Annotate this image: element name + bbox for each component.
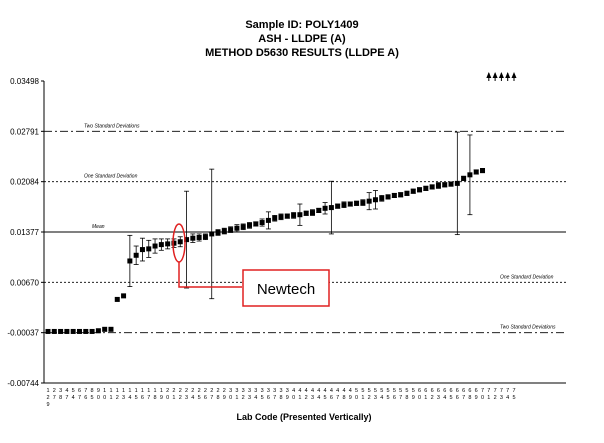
lab-code-label: 6 [84,395,88,401]
lab-code-label: 6 [424,388,428,394]
data-point [102,327,107,332]
lab-code-label: 9 [222,395,226,401]
lab-code-label: 6 [329,395,333,401]
lab-code-label: 8 [279,395,283,401]
lab-code-label: 6 [462,388,466,394]
lab-code-label: 7 [499,388,503,394]
lab-code-label: 4 [304,388,308,394]
lab-code-label: 4 [128,395,132,401]
lab-code-label: 4 [65,388,69,394]
data-point [190,236,195,241]
data-point [474,169,479,174]
lab-code-label: 2 [52,388,56,394]
lab-code-label: 5 [399,388,403,394]
lab-code-label: 5 [71,388,75,394]
data-point [241,224,246,229]
offscale-arrow [493,72,498,78]
lab-code-label: 3 [279,388,283,394]
data-point [411,189,416,194]
lab-code-label: 3 [235,388,239,394]
offscale-arrow [512,72,517,78]
lab-code-label: 6 [266,395,270,401]
data-point [279,214,284,219]
data-point [108,327,113,332]
lab-code-label: 1 [487,395,491,401]
data-point [386,194,391,199]
lab-code-label: 4 [506,395,510,401]
lab-code-label: 5 [411,388,415,394]
lab-code-label: 6 [443,388,447,394]
data-point [77,329,82,334]
lab-code-label: 2 [222,388,226,394]
lab-code-label: 3 [499,395,503,401]
lab-code-label: 5 [512,395,516,401]
data-point [234,226,239,231]
lab-code-label: 6 [418,388,422,394]
reference-line-label: Two Standard Deviations [500,324,556,331]
lab-code-label: 8 [153,395,157,401]
lab-code-label: 6 [474,388,478,394]
lab-code-label: 1 [298,395,302,401]
lab-code-label: 4 [310,388,315,394]
lab-code-label: 8 [90,388,94,394]
lab-code-label: 1 [103,388,107,394]
lab-code-label: 2 [178,388,182,394]
lab-code-label: 4 [443,395,447,401]
lab-code-label: 2 [304,395,308,401]
data-point [480,168,485,173]
lab-code-label: 7 [84,388,88,394]
lab-code-label: 3 [254,388,258,394]
data-point [134,253,139,258]
data-point [140,247,145,252]
lab-code-label: 5 [367,388,371,394]
data-point [404,191,409,196]
lab-code-label: 5 [197,395,201,401]
lab-code-label: 1 [424,395,428,401]
lab-code-label: 4 [348,388,352,394]
data-point [127,258,132,263]
lab-code-label: 7 [336,395,340,401]
lab-code-label: 9 [285,395,289,401]
lab-code-label: 5 [386,395,390,401]
lab-code-label: 6 [140,395,144,401]
data-point [90,329,95,334]
lab-code-label: 9 [96,388,100,394]
lab-code-label: 5 [323,395,327,401]
lab-code-label: 7 [77,395,82,401]
data-point [467,172,472,177]
data-point [159,242,164,247]
lab-code-label: 7 [480,388,485,394]
lab-code-label: 7 [487,388,491,394]
data-point [222,229,227,234]
lab-code-label: 2 [46,395,50,401]
data-point [398,192,403,197]
lab-code-label: 0 [229,395,233,401]
lab-code-label: 6 [455,388,459,394]
reference-line-label: Two Standard Deviations [84,123,140,130]
data-point [367,199,372,204]
data-point [323,206,328,211]
lab-code-label: 8 [468,395,472,401]
data-point [71,329,76,334]
lab-code-label: 8 [59,395,63,401]
lab-code-label: 2 [178,395,182,401]
lab-code-label: 1 [134,388,138,394]
lab-code-label: 7 [462,395,466,401]
lab-code-label: 1 [172,395,176,401]
lab-code-label: 9 [46,402,50,408]
lab-code-label: 5 [449,395,453,401]
lab-code-label: 4 [317,395,321,401]
data-point [146,246,151,251]
lab-code-label: 7 [65,395,69,401]
lab-code-label: 3 [260,388,264,394]
data-point [285,214,290,219]
data-point [58,329,63,334]
lab-code-label: 5 [380,388,384,394]
lab-code-label: 3 [247,395,252,401]
lab-code-label: 7 [493,388,497,394]
chart-title-line-1: Sample ID: POLY1409 [245,19,359,31]
lab-code-label: 5 [373,388,377,394]
data-point [329,205,334,210]
lab-code-label: 4 [329,388,333,394]
lab-code-label: 5 [134,395,138,401]
offscale-arrow [499,72,504,78]
lab-code-label: 0 [103,395,107,401]
lab-code-label: 6 [468,388,472,394]
data-point [178,239,183,244]
lab-code-label: 2 [197,388,201,394]
data-point [121,293,126,298]
data-point [96,328,101,333]
data-point [197,235,202,240]
lab-code-label: 2 [203,388,207,394]
lab-code-label: 8 [216,395,220,401]
lab-code-label: 4 [71,395,75,401]
data-point [392,193,397,198]
lab-code-label: 1 [159,388,163,394]
lab-code-label: 5 [392,388,396,394]
lab-code-label: 4 [380,395,384,401]
lab-code-label: 5 [386,388,390,394]
lab-code-label: 5 [405,388,409,394]
lab-code-label: 0 [480,395,485,401]
chart-title-line-2: ASH - LLDPE (A) [258,33,346,45]
lab-code-label: 1 [128,388,132,394]
data-point [64,329,69,334]
lab-code-label: 7 [52,395,56,401]
data-point [253,221,258,226]
lab-code-label: 3 [436,395,440,401]
data-point [354,201,359,206]
data-point [335,204,340,209]
lab-code-label: 3 [229,388,233,394]
data-point [297,212,302,217]
lab-code-label: 3 [310,395,315,401]
lab-code-label: 9 [411,395,415,401]
lab-code-label: 9 [159,395,163,401]
y-axis [7,77,44,388]
data-point [449,182,454,187]
data-point [266,218,271,223]
data-point [209,231,214,236]
lab-code-label: 9 [348,395,352,401]
lab-code-label: 0 [292,395,296,401]
data-point [417,187,422,192]
lab-code-label: 1 [361,395,365,401]
lab-code-label: 6 [203,395,207,401]
lab-code-label: 2 [241,395,245,401]
data-point [260,220,265,225]
lab-code-label: 1 [140,388,144,394]
lab-code-label: 6 [436,388,440,394]
lab-code-label: 1 [109,395,113,401]
lab-code-label: 7 [210,395,214,401]
lab-code-label: 6 [449,388,453,394]
data-point [228,227,233,232]
lab-code-label: 1 [235,395,239,401]
lab-code-label: 2 [191,388,195,394]
chart-title-line-3: METHOD D5630 RESULTS (LLDPE A) [205,47,399,59]
lab-code-label: 5 [260,395,264,401]
data-point [165,241,170,246]
lab-code-label: 1 [147,388,151,394]
lab-code-label: 4 [342,388,346,394]
lab-code-label: 2 [367,395,371,401]
offscale-arrow [505,72,510,78]
lab-code-label: 4 [336,388,340,394]
data-point [360,200,365,205]
data-point [247,223,252,228]
newtech-connector-line [179,262,242,287]
data-point [291,213,296,218]
y-tick-label: 0.02084 [10,177,39,187]
data-point [455,181,460,186]
reference-line-label: One Standard Deviation [84,173,138,180]
data-point [436,183,441,188]
lab-code-label: 3 [59,388,63,394]
lab-code-label: 7 [273,395,277,401]
lab-code-label: 3 [373,395,377,401]
lab-code-label: 0 [96,395,100,401]
data-point [442,182,447,187]
lab-code-label: 3 [247,388,252,394]
data-point [373,197,378,202]
y-tick-label: 0.02791 [10,127,39,137]
lab-code-label: 2 [493,395,497,401]
lab-code-label: 4 [292,388,296,394]
lab-code-label: 7 [512,388,516,394]
data-point [461,176,466,181]
data-point [379,196,384,201]
lab-code-label: 3 [241,388,245,394]
lab-code-label: 1 [109,388,113,394]
reference-line-label: One Standard Deviation [500,274,554,281]
lab-code-label: 5 [90,395,94,401]
lab-code-label: 2 [210,388,214,394]
lab-code-label: 1 [122,388,126,394]
data-point [203,234,208,239]
lab-code-label: 6 [392,395,396,401]
x-axis [44,383,566,408]
lab-code-label: 7 [506,388,510,394]
reference-line-label: Mean [92,224,105,230]
x-axis-label: Lab Code (Presented Vertically) [236,412,372,422]
data-point [310,210,315,215]
y-tick-label: 0.00670 [10,278,39,288]
lab-code-label: 1 [46,388,50,394]
data-point [171,241,176,246]
lab-code-label: 5 [355,388,359,394]
lab-code-label: 1 [153,388,157,394]
data-point [272,216,277,221]
lab-code-label: 4 [298,388,302,394]
y-tick-label: 0.03498 [10,77,39,86]
data-point [304,211,309,216]
data-point [52,329,57,334]
lab-code-label: 2 [185,388,189,394]
lab-code-label: 0 [355,395,359,401]
lab-code-label: 5 [361,388,365,394]
lab-code-label: 2 [216,388,220,394]
lab-code-label: 4 [317,388,321,394]
lab-code-label: 6 [455,395,459,401]
lab-code-label: 4 [191,395,195,401]
data-point [341,202,346,207]
data-point [348,202,353,207]
newtech-callout [173,224,329,306]
data-point [153,244,158,249]
lab-code-label: 7 [147,395,151,401]
lab-code-label: 6 [77,388,82,394]
lab-code-label: 2 [115,395,119,401]
data-point [46,329,51,334]
data-point [423,186,428,191]
lab-code-label: 2 [172,388,176,394]
lab-code-label: 3 [266,388,270,394]
data-point [83,329,88,334]
lab-code-label: 4 [254,395,258,401]
lab-code-label: 1 [115,388,119,394]
data-point [430,184,435,189]
offscale-arrow [486,72,491,78]
lab-code-label: 3 [185,395,189,401]
lab-code-label: 6 [430,388,434,394]
data-point [115,297,120,302]
y-tick-label: 0.01377 [10,228,39,237]
lab-code-label: 8 [342,395,346,401]
lab-code-label: 7 [399,395,403,401]
y-tick-label: -0.00037 [7,328,39,338]
lab-code-label: 9 [474,395,478,401]
lab-code-label: 3 [122,395,126,401]
lab-code-label: 0 [166,395,170,401]
lab-code-label: 0 [418,395,422,401]
lab-code-label: 2 [166,388,170,394]
lab-code-label: 8 [405,395,409,401]
data-point [316,208,321,213]
data-point [216,230,221,235]
lab-code-label: 3 [285,388,289,394]
newtech-label: Newtech [256,281,316,298]
lab-code-label: 4 [323,388,327,394]
y-tick-label: -0.00744 [7,379,39,388]
lab-code-label: 2 [430,395,434,401]
lab-code-label: 3 [273,388,277,394]
